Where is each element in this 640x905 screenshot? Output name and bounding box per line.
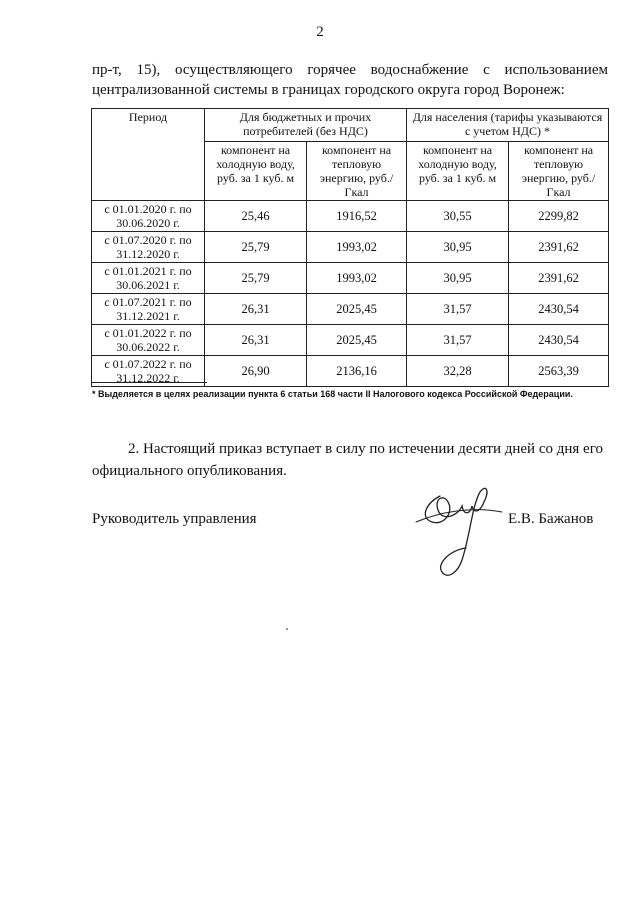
cell-population-cold: 30,55: [406, 201, 508, 232]
cell-population-cold: 31,57: [406, 294, 508, 325]
table-header-row: [92, 109, 609, 142]
cell-budget-heat: 2025,45: [307, 325, 407, 356]
cell-population-cold: 30,95: [406, 232, 508, 263]
cell-budget-cold: 26,31: [205, 294, 307, 325]
cell-period: с 01.07.2022 г. по 31.12.2022 г.: [92, 356, 205, 387]
cell-budget-cold: 25,79: [205, 232, 307, 263]
tariff-table: [91, 108, 609, 387]
cell-budget-heat: 2136,16: [307, 356, 407, 387]
paragraph-2: 2. Настоящий приказ вступает в силу по истечении десяти дней со дня его официального опубликования.: [92, 441, 603, 479]
scan-speck: [286, 628, 288, 630]
cell-budget-heat: 1993,02: [307, 232, 407, 263]
handwritten-signature: [410, 476, 510, 586]
signer-position: Руководитель управления: [92, 511, 257, 527]
table-row: [92, 232, 609, 263]
cell-population-heat: 2430,54: [509, 325, 609, 356]
cell-population-cold: 31,57: [406, 325, 508, 356]
cell-budget-heat: 1916,52: [307, 201, 407, 232]
cell-population-heat: 2430,54: [509, 294, 609, 325]
cell-period: с 01.07.2020 г. по 31.12.2020 г.: [92, 232, 205, 263]
cell-budget-cold: 26,90: [205, 356, 307, 387]
signer-name: Е.В. Бажанов: [508, 511, 594, 527]
intro-paragraph: [92, 60, 608, 100]
intro-line-2: централизованной системы в границах городского округа город Воронеж:: [92, 82, 565, 98]
cell-period: с 01.01.2020 г. по 30.06.2020 г.: [92, 201, 205, 232]
header-period: Период: [92, 109, 205, 201]
cell-period: с 01.01.2021 г. по 30.06.2021 г.: [92, 263, 205, 294]
table-row: [92, 294, 609, 325]
intro-line-1: пр-т, 15), осуществляющего горячее водоснабжение с использованием: [92, 62, 608, 78]
header-budget-group: Для бюджетных и прочих потребителей (без НДС): [205, 109, 407, 142]
cell-budget-heat: 2025,45: [307, 294, 407, 325]
cell-population-heat: 2391,62: [509, 232, 609, 263]
footnote-divider: [92, 382, 207, 383]
cell-population-heat: 2391,62: [509, 263, 609, 294]
cell-budget-heat: 1993,02: [307, 263, 407, 294]
cell-budget-cold: 25,79: [205, 263, 307, 294]
cell-population-cold: 32,28: [406, 356, 508, 387]
header-population-heat: компонент на тепловую энергию, руб./Гкал: [509, 142, 609, 201]
header-population-cold-water: компонент на холодную воду, руб. за 1 куб. м: [406, 142, 508, 201]
cell-population-heat: 2563,39: [509, 356, 609, 387]
cell-period: с 01.07.2021 г. по 31.12.2021 г.: [92, 294, 205, 325]
table-row: [92, 263, 609, 294]
cell-population-heat: 2299,82: [509, 201, 609, 232]
header-budget-cold-water: компонент на холодную воду, руб. за 1 куб. м: [205, 142, 307, 201]
page-number: 2: [316, 24, 324, 40]
table-row: [92, 201, 609, 232]
table-row: [92, 325, 609, 356]
cell-budget-cold: 25,46: [205, 201, 307, 232]
footnote: * Выделяется в целях реализации пункта 6 статьи 168 части II Налогового кодекса Российской Федерации.: [92, 389, 573, 399]
cell-period: с 01.01.2022 г. по 30.06.2022 г.: [92, 325, 205, 356]
header-budget-heat: компонент на тепловую энергию, руб./Гкал: [307, 142, 407, 201]
cell-budget-cold: 26,31: [205, 325, 307, 356]
header-population-group: Для населения (тарифы указываются с учетом НДС) *: [406, 109, 608, 142]
cell-population-cold: 30,95: [406, 263, 508, 294]
